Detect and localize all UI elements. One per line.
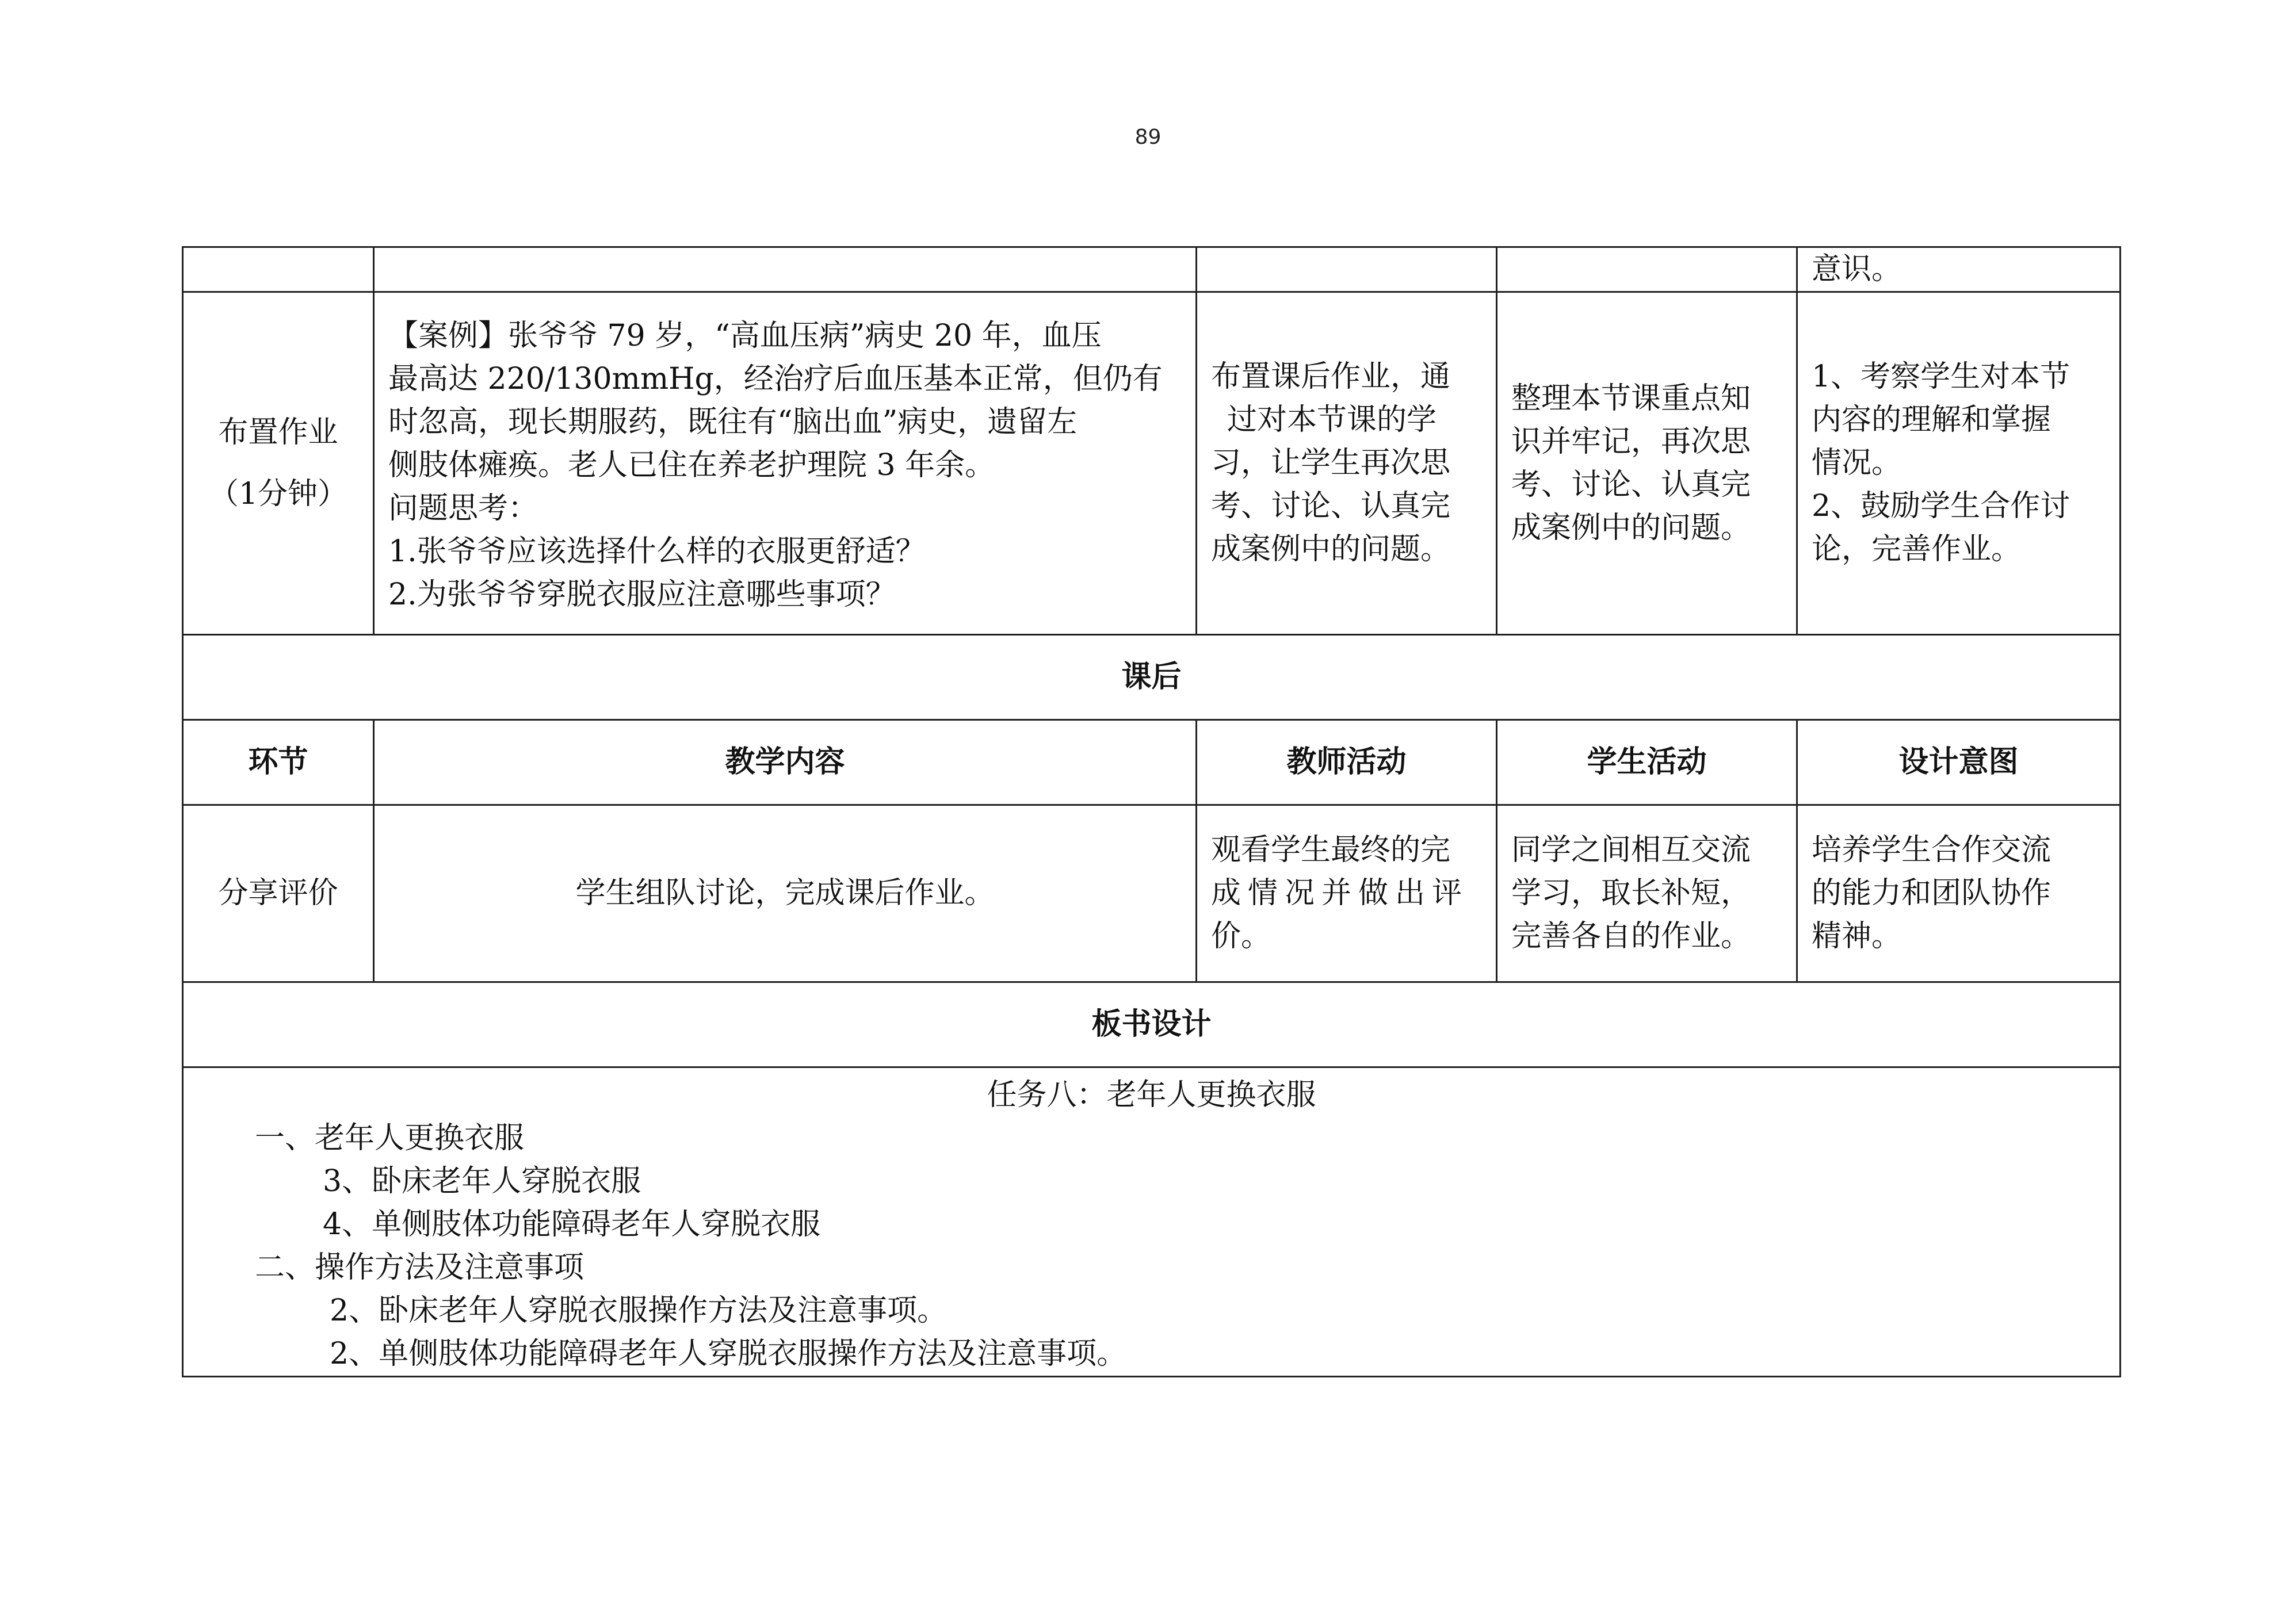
board-heading-2: 二、操作方法及注意事项 bbox=[255, 1250, 584, 1285]
homework-design-cell bbox=[1797, 292, 2121, 635]
board-content-cell bbox=[183, 1067, 2121, 1377]
board-design-title: 板书设计 bbox=[183, 982, 2121, 1067]
share-teacher-line: 成情况并做出评 bbox=[1211, 876, 1469, 910]
page-number: 89 bbox=[1134, 125, 1162, 149]
homework-content-line: 【案例】张爷爷 79 岁，“高血压病”病史 20 年，血压 bbox=[388, 319, 1102, 353]
share-teacher-line: 价。 bbox=[1211, 919, 1271, 954]
homework-content-cell bbox=[374, 292, 1197, 635]
homework-teacher-line: 习，让学生再次思 bbox=[1211, 446, 1451, 480]
homework-content-line: 问题思考： bbox=[388, 491, 538, 526]
header-student: 学生活动 bbox=[1497, 720, 1797, 805]
homework-student-cell bbox=[1497, 292, 1797, 635]
homework-student-line: 成案例中的问题。 bbox=[1511, 510, 1751, 545]
homework-teacher-line: 考、讨论、认真完 bbox=[1211, 489, 1451, 523]
homework-student-line: 考、讨论、认真完 bbox=[1511, 467, 1751, 502]
continued-stage-cell bbox=[183, 247, 374, 292]
homework-stage-cell bbox=[183, 292, 374, 635]
homework-content-line: 时忽高，现长期服药，既往有“脑出血”病史，遗留左 bbox=[388, 405, 1078, 439]
share-design-cell bbox=[1797, 805, 2121, 982]
share-teacher-cell bbox=[1197, 805, 1497, 982]
homework-teacher-line: 布置课后作业，通 bbox=[1211, 359, 1451, 394]
continued-student-cell bbox=[1497, 247, 1797, 292]
homework-design-line: 论，完善作业。 bbox=[1812, 532, 2022, 566]
board-heading-1: 一、老年人更换衣服 bbox=[255, 1121, 525, 1155]
board-content-row bbox=[183, 1067, 2121, 1377]
homework-teacher-cell bbox=[1197, 292, 1497, 635]
board-item: 4、单侧肢体功能障碍老年人穿脱衣服 bbox=[323, 1207, 821, 1242]
continued-row bbox=[183, 247, 2121, 292]
homework-stage-name: 布置作业 bbox=[218, 415, 338, 450]
share-stage-cell: 分享评价 bbox=[183, 805, 374, 982]
share-teacher-line: 观看学生最终的完 bbox=[1211, 833, 1451, 867]
homework-stage-time: （1分钟） bbox=[208, 476, 348, 511]
share-student-line: 学习，取长补短， bbox=[1511, 876, 1751, 910]
homework-student-line: 整理本节课重点知 bbox=[1511, 381, 1751, 416]
header-teacher: 教师活动 bbox=[1197, 720, 1497, 805]
homework-content-line: 侧肢体瘫痪。老人已住在养老护理院 3 年余。 bbox=[388, 448, 995, 483]
share-row bbox=[183, 805, 2121, 982]
continued-content-cell bbox=[374, 247, 1197, 292]
header-row bbox=[183, 720, 2121, 805]
header-content: 教学内容 bbox=[374, 720, 1197, 805]
board-item: 2、单侧肢体功能障碍老年人穿脱衣服操作方法及注意事项。 bbox=[330, 1337, 1127, 1371]
lesson-plan-table bbox=[182, 246, 2121, 1377]
share-design-line: 培养学生合作交流 bbox=[1812, 833, 2051, 867]
homework-design-line: 2、鼓励学生合作讨 bbox=[1812, 489, 2070, 523]
homework-design-line: 内容的理解和掌握 bbox=[1812, 403, 2051, 437]
homework-content-line: 最高达 220/130mmHg，经治疗后血压基本正常，但仍有 bbox=[388, 362, 1163, 396]
homework-teacher-line: 成案例中的问题。 bbox=[1211, 532, 1451, 566]
header-stage: 环节 bbox=[183, 720, 374, 805]
share-student-line: 完善各自的作业。 bbox=[1511, 919, 1751, 954]
homework-content-line: 2.为张爷爷穿脱衣服应注意哪些事项？ bbox=[388, 577, 896, 612]
after-class-title-row bbox=[183, 635, 2121, 720]
continued-design-cell: 意识。 bbox=[1797, 247, 2121, 292]
homework-design-line: 情况。 bbox=[1812, 446, 1902, 480]
share-content-cell: 学生组队讨论，完成课后作业。 bbox=[374, 805, 1197, 982]
share-design-line: 的能力和团队协作 bbox=[1812, 876, 2051, 910]
board-task-title: 任务八：老年人更换衣服 bbox=[987, 1078, 1316, 1112]
board-title-row bbox=[183, 982, 2121, 1067]
homework-design-line: 1、考察学生对本节 bbox=[1812, 359, 2070, 394]
homework-content-line: 1.张爷爷应该选择什么样的衣服更舒适？ bbox=[388, 534, 926, 569]
after-class-title: 课后 bbox=[183, 635, 2121, 720]
header-design: 设计意图 bbox=[1797, 720, 2121, 805]
continued-teacher-cell bbox=[1197, 247, 1497, 292]
homework-row bbox=[183, 292, 2121, 635]
board-item: 3、卧床老年人穿脱衣服 bbox=[323, 1164, 641, 1199]
share-student-cell bbox=[1497, 805, 1797, 982]
homework-student-line: 识并牢记，再次思 bbox=[1511, 424, 1751, 459]
share-design-line: 精神。 bbox=[1812, 919, 1902, 954]
share-student-line: 同学之间相互交流 bbox=[1511, 833, 1751, 867]
board-item: 2、卧床老年人穿脱衣服操作方法及注意事项。 bbox=[330, 1293, 948, 1328]
homework-teacher-line: 过对本节课的学 bbox=[1227, 403, 1437, 437]
